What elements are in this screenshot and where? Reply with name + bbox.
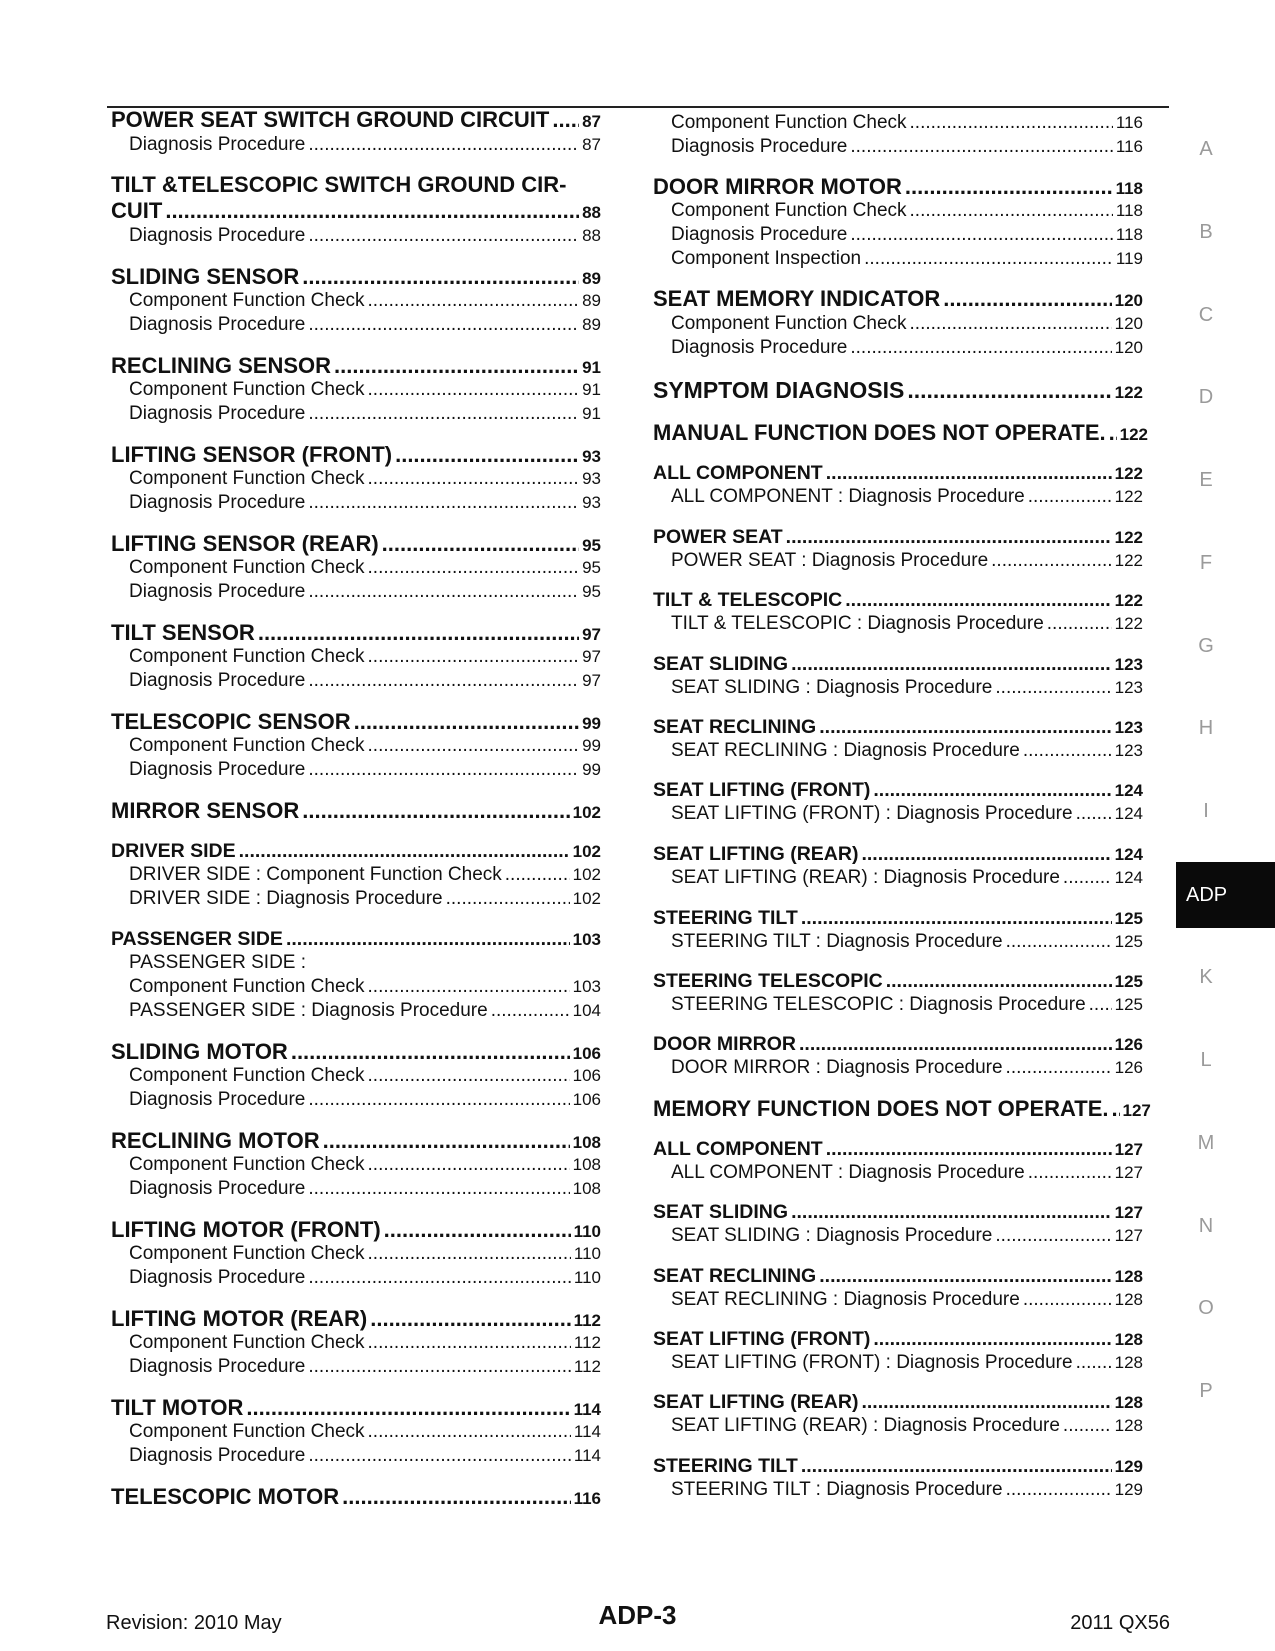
section-tab-l[interactable]: L [1200,1049,1212,1071]
toc-entry[interactable]: SEAT RECLINING : Diagnosis Procedure ..... 123 [671,739,1143,763]
toc-entry[interactable]: DRIVER SIDE : Component Function Check ..... 102 [129,863,601,887]
toc-entry-line1[interactable]: PASSENGER SIDE : [129,952,307,973]
toc-entry-subheading[interactable]: SEAT RECLINING ..... 123 [653,715,1143,739]
toc-entry-section[interactable]: SYMPTOM DIAGNOSIS ..... 122 [653,376,1143,404]
toc-entry-subheading[interactable]: ALL COMPONENT ..... 122 [653,461,1143,485]
toc-entry-heading[interactable]: CUIT ..... 88 [111,198,601,224]
toc-entry-heading[interactable]: TELESCOPIC SENSOR ..... 99 [111,709,601,735]
toc-entry[interactable]: Component Function Check ..... 114 [129,1420,601,1444]
toc-entry[interactable]: Diagnosis Procedure ..... 120 [671,336,1143,360]
toc-entry[interactable]: SEAT SLIDING : Diagnosis Procedure ..... 127 [671,1224,1143,1248]
section-tab-i[interactable]: I [1203,800,1209,822]
toc-entry[interactable]: Component Function Check ..... 89 [129,289,601,313]
toc-entry-subheading[interactable]: SEAT SLIDING ..... 127 [653,1200,1143,1224]
toc-entry[interactable]: Component Function Check ..... 103 [129,975,601,999]
toc-entry[interactable]: Diagnosis Procedure ..... 87 [129,133,601,157]
toc-entry-subheading[interactable]: PASSENGER SIDE ..... 103 [111,927,601,951]
toc-entry[interactable]: ALL COMPONENT : Diagnosis Procedure ..... 122 [671,485,1143,509]
toc-entry-heading[interactable]: LIFTING SENSOR (REAR) ..... 95 [111,531,601,557]
toc-entry[interactable]: Diagnosis Procedure ..... 108 [129,1177,601,1201]
toc-entry[interactable]: Diagnosis Procedure ..... 99 [129,758,601,782]
toc-entry-subheading[interactable]: DOOR MIRROR ..... 126 [653,1032,1143,1056]
toc-entry-heading[interactable]: SLIDING MOTOR ..... 106 [111,1039,601,1065]
toc-entry[interactable]: DOOR MIRROR : Diagnosis Procedure ..... 126 [671,1056,1143,1080]
toc-entry[interactable]: DRIVER SIDE : Diagnosis Procedure ..... 102 [129,887,601,911]
toc-entry-heading[interactable]: POWER SEAT SWITCH GROUND CIRCUIT ..... 87 [111,107,601,133]
toc-entry[interactable]: Component Function Check ..... 116 [671,111,1143,135]
toc-entry[interactable]: Diagnosis Procedure ..... 118 [671,223,1143,247]
toc-entry-heading[interactable]: RECLINING MOTOR ..... 108 [111,1128,601,1154]
toc-entry[interactable]: Component Function Check ..... 112 [129,1331,601,1355]
toc-entry-heading[interactable]: TILT SENSOR ..... 97 [111,620,601,646]
toc-entry-subheading[interactable]: SEAT LIFTING (FRONT) ..... 124 [653,778,1143,802]
section-tab-m[interactable]: M [1197,1132,1215,1154]
toc-entry[interactable]: Diagnosis Procedure ..... 97 [129,669,601,693]
toc-entry[interactable]: Component Inspection ..... 119 [671,247,1143,271]
toc-entry[interactable]: SEAT LIFTING (FRONT) : Diagnosis Procedure ..... 124 [671,802,1143,826]
toc-entry-heading[interactable]: TILT MOTOR ..... 114 [111,1395,601,1421]
section-tab-adp-active[interactable]: ADP [1176,862,1275,928]
toc-entry[interactable]: TILT & TELESCOPIC : Diagnosis Procedure ..... 122 [671,612,1143,636]
toc-entry-subheading[interactable]: SEAT LIFTING (REAR) ..... 128 [653,1390,1143,1414]
toc-entry[interactable]: PASSENGER SIDE : Diagnosis Procedure ..... 104 [129,999,601,1023]
toc-entry-subheading[interactable]: SEAT RECLINING ..... 128 [653,1264,1143,1288]
toc-entry[interactable]: Component Function Check ..... 99 [129,734,601,758]
toc-entry-subheading[interactable]: DRIVER SIDE ..... 102 [111,839,601,863]
section-tab-f[interactable]: F [1199,552,1213,574]
toc-entry[interactable]: Component Function Check ..... 120 [671,312,1143,336]
section-tab-a[interactable]: A [1199,138,1213,160]
toc-entry-heading[interactable]: MIRROR SENSOR ..... 102 [111,798,601,824]
toc-entry[interactable]: Diagnosis Procedure ..... 112 [129,1355,601,1379]
footer-page-id: ADP-3 [598,1600,677,1630]
toc-entry[interactable]: Component Function Check ..... 110 [129,1242,601,1266]
footer-revision: Revision: 2010 May [106,1612,282,1634]
toc-entry-subheading[interactable]: ALL COMPONENT ..... 127 [653,1137,1143,1161]
toc-entry[interactable]: Diagnosis Procedure ..... 89 [129,313,601,337]
section-tab-d[interactable]: D [1198,386,1214,408]
footer-model: 2011 QX56 [1070,1612,1170,1634]
toc-entry-heading[interactable]: MEMORY FUNCTION DOES NOT OPERATE. ..... 127 [653,1096,1143,1122]
toc-entry[interactable]: SEAT LIFTING (REAR) : Diagnosis Procedure ..... 124 [671,866,1143,890]
toc-entry-heading[interactable]: DOOR MIRROR MOTOR ..... 118 [653,174,1143,200]
toc-entry-subheading[interactable]: STEERING TILT ..... 125 [653,906,1143,930]
section-tab-p[interactable]: P [1199,1380,1213,1402]
toc-entry[interactable]: STEERING TELESCOPIC : Diagnosis Procedure ..... 125 [671,993,1143,1017]
section-tab-e[interactable]: E [1199,469,1213,491]
toc-entry[interactable]: Diagnosis Procedure ..... 106 [129,1088,601,1112]
toc-entry[interactable]: Diagnosis Procedure ..... 88 [129,224,601,248]
toc-entry[interactable]: Component Function Check ..... 118 [671,199,1143,223]
section-tab-g[interactable]: G [1198,635,1214,657]
toc-entry-heading[interactable]: MANUAL FUNCTION DOES NOT OPERATE. ..... 122 [653,420,1143,446]
toc-entry-subheading[interactable]: POWER SEAT ..... 122 [653,525,1143,549]
section-tab-n[interactable]: N [1198,1215,1214,1237]
toc-entry-heading[interactable]: RECLINING SENSOR ..... 91 [111,353,601,379]
toc-entry-subheading[interactable]: TILT & TELESCOPIC ..... 122 [653,588,1143,612]
toc-entry[interactable]: Diagnosis Procedure ..... 91 [129,402,601,426]
section-tab-b[interactable]: B [1199,221,1213,243]
toc-entry[interactable]: Diagnosis Procedure ..... 95 [129,580,601,604]
toc-entry[interactable]: POWER SEAT : Diagnosis Procedure ..... 122 [671,549,1143,573]
toc-entry[interactable]: SEAT LIFTING (REAR) : Diagnosis Procedure ..... 128 [671,1414,1143,1438]
toc-entry[interactable]: Component Function Check ..... 108 [129,1153,601,1177]
toc-entry-heading[interactable]: LIFTING SENSOR (FRONT) ..... 93 [111,442,601,468]
toc-entry-subheading[interactable]: SEAT SLIDING ..... 123 [653,652,1143,676]
section-tab-c[interactable]: C [1198,304,1214,326]
toc-entry-subheading[interactable]: STEERING TELESCOPIC ..... 125 [653,969,1143,993]
toc-entry-heading[interactable]: SEAT MEMORY INDICATOR ..... 120 [653,286,1143,312]
toc-entry[interactable]: Diagnosis Procedure ..... 93 [129,491,601,515]
toc-entry-heading[interactable]: TELESCOPIC MOTOR ..... 116 [111,1484,601,1510]
toc-entry[interactable]: Component Function Check ..... 106 [129,1064,601,1088]
toc-entry[interactable]: Component Function Check ..... 95 [129,556,601,580]
toc-entry-heading-line1[interactable]: TILT &TELESCOPIC SWITCH GROUND CIR- [111,172,567,197]
toc-entry[interactable]: ALL COMPONENT : Diagnosis Procedure ..... 127 [671,1161,1143,1185]
section-tab-k[interactable]: K [1199,966,1213,988]
toc-entry[interactable]: Diagnosis Procedure ..... 114 [129,1444,601,1468]
toc-entry[interactable]: Component Function Check ..... 93 [129,467,601,491]
section-tab-o[interactable]: O [1198,1297,1214,1319]
toc-entry[interactable]: Component Function Check ..... 91 [129,378,601,402]
toc-entry-heading[interactable]: LIFTING MOTOR (FRONT) ..... 110 [111,1217,601,1243]
toc-entry[interactable]: STEERING TILT : Diagnosis Procedure ..... 129 [671,1478,1143,1502]
section-tab-h[interactable]: H [1198,717,1214,739]
toc-entry-subheading[interactable]: SEAT LIFTING (FRONT) ..... 128 [653,1327,1143,1351]
toc-entry[interactable]: Component Function Check ..... 97 [129,645,601,669]
toc-entry[interactable]: SEAT LIFTING (FRONT) : Diagnosis Procedure ..... 128 [671,1351,1143,1375]
toc-entry[interactable]: SEAT SLIDING : Diagnosis Procedure ..... 123 [671,676,1143,700]
toc-entry-subheading[interactable]: SEAT LIFTING (REAR) ..... 124 [653,842,1143,866]
toc-entry[interactable]: Diagnosis Procedure ..... 110 [129,1266,601,1290]
toc-entry[interactable]: Diagnosis Procedure ..... 116 [671,135,1143,159]
toc-entry-heading[interactable]: SLIDING SENSOR ..... 89 [111,264,601,290]
toc-entry-heading[interactable]: LIFTING MOTOR (REAR) ..... 112 [111,1306,601,1332]
toc-entry[interactable]: SEAT RECLINING : Diagnosis Procedure ..... 128 [671,1288,1143,1312]
toc-entry[interactable]: STEERING TILT : Diagnosis Procedure ..... 125 [671,930,1143,954]
toc-entry-subheading[interactable]: STEERING TILT ..... 129 [653,1454,1143,1478]
